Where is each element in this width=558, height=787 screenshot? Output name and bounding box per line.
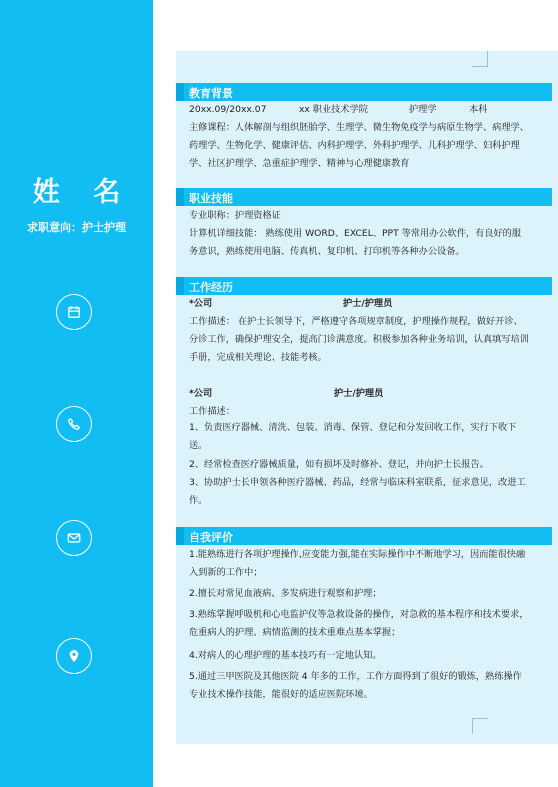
- section-title: 职业技能: [189, 192, 233, 205]
- job2-item: 1、负责医疗器械、清洗、包装、消毒、保管、登记和分发回收工作，实行下收下送。: [189, 422, 517, 451]
- section-header-education: [176, 83, 552, 101]
- skills-computer: 计算机详细技能： 熟练使用 WORD、EXCEL、PPT 等常用办公软件，有良好的服务意识，熟练使用电脑、传真机、复印机、打印机等各种办公设备。: [189, 228, 522, 257]
- corner-mark: [472, 51, 488, 67]
- job2-role: 护士/护理员: [334, 388, 384, 399]
- education-degree: 本科: [469, 104, 488, 115]
- section-header-evaluation: [176, 527, 552, 545]
- evaluation-item: 4.对病人的心理护理的基本技巧有一定地认知。: [189, 650, 382, 661]
- education-school: xx 职业技术学院: [299, 104, 368, 115]
- job2-company: *公司: [189, 388, 213, 399]
- job1-role: 护士/护理员: [343, 298, 393, 309]
- job2-item: 3、协助护士长申领各种医疗器械、药品，经常与临床科室联系，征求意见，改进工作。: [189, 477, 526, 506]
- education-period: 20xx.09/20xx.07: [189, 104, 267, 115]
- calendar-icon: [56, 294, 92, 330]
- section-title: 工作经历: [189, 281, 233, 294]
- corner-mark: [472, 718, 488, 734]
- section-title: 自我评价: [189, 531, 233, 544]
- section-header-experience: [176, 277, 552, 295]
- sidebar: [0, 0, 153, 787]
- education-major: 护理学: [409, 104, 437, 115]
- job2-desc-label: 工作描述：: [189, 406, 235, 417]
- skills-cert: 专业职称：护理资格证: [189, 210, 281, 221]
- evaluation-item: 5.通过三甲医院及其他医院 4 年多的工作，工作方面得到了很好的锻炼，熟练操作专业技术操作技能，能很好的适应医院环境。: [189, 671, 522, 700]
- job1-company: *公司: [189, 298, 213, 309]
- job-intent: 求职意向：护士护理: [27, 221, 126, 234]
- job2-item: 2、经常检查医疗器械质量，如有损坏及时修补、登记，并向护士长报告。: [189, 459, 489, 470]
- location-icon: [56, 638, 92, 674]
- candidate-name: 姓 名: [32, 177, 133, 208]
- evaluation-item: 3.熟练掌握呼吸机和心电监护仪等急救设备的操作，对急救的基本程序和技术要求，危重病人的护理、病情监测的技术重难点基本掌握；: [189, 609, 529, 638]
- section-header-skills: [176, 188, 552, 206]
- evaluation-item: 1.能熟练进行各项护理操作,应变能力强,能在实际操作中不断地学习，因而能很快融入到新的工作中；: [189, 549, 526, 578]
- education-courses: 主修课程：人体解剖与组织胚胎学、生理学、微生物免疫学与病原生物学、病理学、药理学、生物化学、健康评估、内科护理学、外科护理学、儿科护理学、妇科护理学、社区护理学、急重症护理学、精神与心理健康教育: [189, 122, 529, 169]
- evaluation-item: 2.擅长对常见血液病、多发病进行观察和护理；: [189, 588, 382, 599]
- job1-desc: 工作描述： 在护士长领导下，严格遵守各项规章制度，护理操作规程，做好开诊、分诊工作，确保护理安全，提高门诊满意度。积极参加各种业务培训，认真填写培训手册，完成相关理论、技能考核。: [189, 316, 529, 363]
- mail-icon: [56, 520, 92, 556]
- phone-icon: [56, 406, 92, 442]
- section-title: 教育背景: [189, 87, 233, 100]
